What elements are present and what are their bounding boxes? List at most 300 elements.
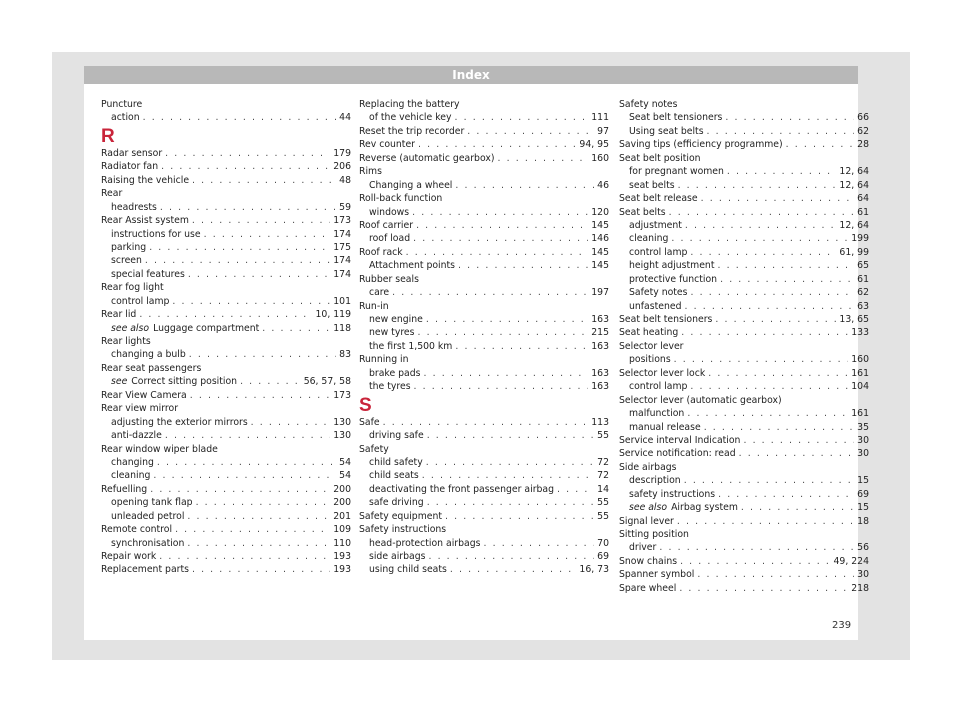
index-subentry <box>619 488 869 501</box>
index-heading: Selector lever (automatic gearbox) <box>619 394 782 406</box>
dot-leader <box>392 286 588 299</box>
dot-leader <box>412 206 588 219</box>
entry-text: Spare wheel <box>619 582 677 594</box>
entry-text: Rev counter <box>359 139 415 151</box>
dot-leader <box>467 125 594 138</box>
dot-leader <box>161 160 330 173</box>
entry-label <box>629 421 701 434</box>
index-heading: Puncture <box>101 99 143 110</box>
entry-label <box>359 152 495 165</box>
index-entry <box>101 389 351 402</box>
dot-leader <box>727 165 837 178</box>
page-reference: 146 <box>591 233 609 245</box>
entry-text: safety instructions <box>629 488 716 500</box>
page-reference: 44 <box>339 112 351 124</box>
entry-text: Rear View Camera <box>101 389 187 401</box>
entry-label <box>369 313 423 326</box>
page-reference: 69 <box>597 551 609 562</box>
dot-leader <box>679 582 848 595</box>
index-subentry <box>619 474 869 487</box>
entry-text: Safe <box>359 416 380 428</box>
index-subentry <box>101 429 351 442</box>
entry-label <box>369 550 425 563</box>
dot-leader <box>671 232 848 245</box>
index-entry <box>619 138 869 151</box>
page-reference: 118 <box>333 322 351 334</box>
page-reference: 120 <box>591 206 609 218</box>
dot-leader <box>786 138 854 151</box>
entry-text: of the vehicle key <box>369 112 452 124</box>
dot-leader <box>743 434 854 447</box>
index-subentry <box>359 179 609 192</box>
index-subentry <box>101 322 351 335</box>
index-heading: Sitting position <box>619 529 689 540</box>
entry-label <box>369 326 415 339</box>
entry-label <box>101 523 172 536</box>
entry-text: Safety notes <box>629 287 688 299</box>
entry-label <box>111 241 146 254</box>
index-entry <box>101 174 351 187</box>
entry-label <box>629 125 704 138</box>
entry-text: Radar sensor <box>101 147 163 159</box>
dot-leader <box>701 192 855 205</box>
dot-leader <box>143 111 337 124</box>
entry-text: Correct sitting position <box>131 376 238 388</box>
page-reference: 65 <box>857 260 869 272</box>
entry-text: control lamp <box>629 246 688 258</box>
dot-leader <box>454 111 588 124</box>
dot-leader <box>659 541 854 554</box>
index-subentry <box>359 111 609 124</box>
page-reference: 48 <box>339 174 351 186</box>
index-subentry <box>619 125 869 138</box>
dot-leader <box>418 138 576 151</box>
index-subentry <box>101 348 351 361</box>
index-subentry <box>101 268 351 281</box>
entry-label <box>111 537 184 550</box>
index-entry <box>359 152 609 165</box>
index-heading: Safety <box>359 443 389 455</box>
entry-text: control lamp <box>629 381 688 393</box>
entry-label <box>101 174 189 187</box>
entry-text: Raising the vehicle <box>101 174 190 186</box>
entry-text: care <box>369 287 390 299</box>
page-reference: 30 <box>857 434 869 446</box>
index-entry <box>619 367 869 380</box>
index-entry <box>101 160 351 173</box>
index-subentry <box>619 165 869 178</box>
entry-label <box>629 474 681 487</box>
dot-leader <box>741 501 854 514</box>
entry-label <box>619 447 736 460</box>
index-subentry <box>619 300 869 313</box>
entry-text: special features <box>111 268 185 280</box>
entry-text: the first 1,500 km <box>369 340 453 352</box>
index-subentry <box>101 295 351 308</box>
entry-label <box>629 353 671 366</box>
dot-leader <box>189 348 336 361</box>
entry-text: Rear Assist system <box>101 215 189 227</box>
entry-text: windows <box>369 206 410 218</box>
index-subentry <box>101 254 351 267</box>
index-entry <box>101 483 351 496</box>
index-column-3 <box>619 98 869 595</box>
index-entry <box>101 550 351 563</box>
page-reference: 16, 73 <box>579 564 609 576</box>
index-subentry <box>359 313 609 326</box>
index-entry <box>101 308 351 321</box>
page-reference: 56, 57, 58 <box>303 376 351 388</box>
page-reference: 130 <box>333 430 351 442</box>
dot-leader <box>196 496 331 509</box>
entry-text: child seats <box>369 470 419 482</box>
entry-label <box>369 483 554 496</box>
entry-text: Rear lid <box>101 309 137 321</box>
dot-leader <box>157 456 336 469</box>
dot-leader <box>725 111 854 124</box>
dot-leader <box>445 510 594 523</box>
index-subentry <box>359 429 609 442</box>
entry-label <box>629 246 687 259</box>
index-heading: Rear view mirror <box>101 403 179 415</box>
index-entry <box>101 563 351 576</box>
entry-label <box>369 340 452 353</box>
entry-text: Spanner symbol <box>619 569 695 581</box>
entry-label <box>629 286 687 299</box>
index-subentry <box>101 537 351 550</box>
dot-leader <box>690 286 854 299</box>
dot-leader <box>685 219 837 232</box>
entry-text: Airbag system <box>671 502 738 514</box>
entry-label <box>111 201 157 214</box>
index-subentry <box>619 407 869 420</box>
index-entry <box>619 582 869 595</box>
index-entry <box>359 125 609 138</box>
entry-label <box>629 380 687 393</box>
page-reference: 173 <box>333 389 351 401</box>
dot-leader <box>190 389 331 402</box>
entry-text: Seat heating <box>619 327 679 339</box>
entry-text: positions <box>629 354 671 366</box>
page-reference: 15 <box>857 475 869 487</box>
page-reference: 62 <box>857 125 869 137</box>
page-reference: 197 <box>591 287 609 299</box>
entry-label <box>111 496 193 509</box>
entry-text: screen <box>111 255 142 267</box>
entry-text: protective function <box>629 273 718 285</box>
entry-label <box>101 308 136 321</box>
index-entry <box>619 555 869 568</box>
index-entry <box>359 246 609 259</box>
index-heading: Safety instructions <box>359 524 447 536</box>
dot-leader <box>424 367 589 380</box>
entry-label <box>629 232 668 245</box>
index-subentry <box>359 537 609 550</box>
page-reference: 174 <box>333 268 351 280</box>
entry-label <box>629 111 722 124</box>
entry-text: Seat belt release <box>619 193 698 205</box>
page-reference: 174 <box>333 255 351 267</box>
entry-text: cleaning <box>111 470 151 482</box>
index-heading: Roll-back function <box>359 193 443 205</box>
dot-leader <box>165 429 330 442</box>
dot-leader <box>383 416 589 429</box>
index-subentry <box>359 286 609 299</box>
entry-label <box>369 367 421 380</box>
entry-text: new tyres <box>369 327 415 339</box>
page-reference: 12, 64 <box>839 179 869 191</box>
index-subentry <box>619 111 869 124</box>
entry-label <box>369 496 424 509</box>
entry-label <box>619 582 676 595</box>
page-reference: 30 <box>857 569 869 581</box>
entry-text: seat belts <box>629 179 675 191</box>
page-reference: 145 <box>591 219 609 231</box>
dot-leader <box>681 326 848 339</box>
index-entry <box>619 515 869 528</box>
page-reference: 201 <box>333 510 351 522</box>
entry-text: cleaning <box>629 233 669 245</box>
page-reference: 13, 65 <box>839 314 869 325</box>
index-heading: Side airbags <box>619 461 677 473</box>
page-reference: 61 <box>857 206 869 218</box>
index-subentry <box>359 367 609 380</box>
page-reference: 61 <box>857 273 869 285</box>
index-subentry <box>101 241 351 254</box>
entry-label <box>369 469 419 482</box>
page-reference: 199 <box>851 233 869 245</box>
entry-label <box>101 160 158 173</box>
index-entry <box>619 568 869 581</box>
page-reference: 55 <box>597 510 609 522</box>
see-reference: see also <box>111 322 150 334</box>
index-subentry <box>619 380 869 393</box>
entry-text: Reset the trip recorder <box>359 125 465 137</box>
entry-text: for pregnant women <box>629 166 724 178</box>
entry-label <box>619 326 678 339</box>
page-reference: 200 <box>333 497 351 509</box>
page-reference: 145 <box>591 246 609 258</box>
page-reference: 113 <box>591 416 609 428</box>
index-column-1 <box>101 98 351 577</box>
entry-label <box>629 259 714 272</box>
dot-leader <box>188 268 330 281</box>
page-reference: 15 <box>857 502 869 514</box>
entry-label <box>369 206 409 219</box>
index-subentry <box>101 469 351 482</box>
entry-label <box>619 206 666 219</box>
entry-label <box>629 541 656 554</box>
dot-leader <box>192 174 336 187</box>
entry-text: unleaded petrol <box>111 510 185 522</box>
dot-leader <box>684 474 854 487</box>
entry-label <box>369 179 452 192</box>
entry-label <box>111 429 162 442</box>
page-reference: 110 <box>333 537 351 549</box>
page-reference: 64 <box>857 193 869 205</box>
entry-label <box>101 389 187 402</box>
dot-leader <box>422 469 594 482</box>
index-entry <box>101 147 351 160</box>
page-reference: 46 <box>597 179 609 191</box>
index-subentry <box>619 179 869 192</box>
page-reference: 55 <box>597 430 609 442</box>
entry-text: using child seats <box>369 564 447 576</box>
entry-text: Roof rack <box>359 246 403 258</box>
entry-label <box>369 456 423 469</box>
entry-text: Roof carrier <box>359 219 414 231</box>
entry-label <box>629 300 681 313</box>
page-reference: 218 <box>851 582 869 594</box>
index-entry <box>619 447 869 460</box>
index-entry <box>619 313 869 326</box>
entry-text: Snow chains <box>619 555 678 567</box>
entry-text: Remote control <box>101 524 173 536</box>
entry-label <box>629 165 724 178</box>
dot-leader <box>557 483 594 496</box>
page-reference: 101 <box>333 295 351 307</box>
dot-leader <box>450 563 577 576</box>
dot-leader <box>426 313 588 326</box>
entry-label <box>619 313 712 326</box>
page-reference: 163 <box>591 340 609 352</box>
index-subentry <box>619 541 869 554</box>
entry-text: instructions for use <box>111 228 201 240</box>
dot-leader <box>187 537 330 550</box>
entry-label <box>619 434 740 447</box>
dot-leader <box>187 510 330 523</box>
entry-text: adjusting the exterior mirrors <box>111 416 248 428</box>
dot-leader <box>240 375 301 388</box>
page-reference: 49, 224 <box>833 555 869 567</box>
page-reference: 30 <box>857 448 869 460</box>
entry-text: Seat belt tensioners <box>629 112 723 124</box>
page-reference: 14 <box>597 483 609 495</box>
dot-leader <box>251 416 331 429</box>
index-subentry <box>101 416 351 429</box>
entry-text: brake pads <box>369 367 421 379</box>
entry-label <box>111 322 259 335</box>
entry-label <box>369 259 455 272</box>
entry-text: the tyres <box>369 381 411 393</box>
entry-text: parking <box>111 241 147 253</box>
entry-label <box>111 295 169 308</box>
page-reference: 83 <box>339 349 351 361</box>
index-heading: Rubber seals <box>359 273 419 285</box>
page-reference: 12, 64 <box>839 166 869 178</box>
index-subentry <box>359 550 609 563</box>
dot-leader <box>717 259 854 272</box>
index-subentry <box>101 456 351 469</box>
dot-leader <box>669 206 855 219</box>
entry-text: Selector lever lock <box>619 367 706 379</box>
entry-text: Luggage compartment <box>153 322 260 334</box>
page-reference: 72 <box>597 456 609 468</box>
entry-label <box>101 483 147 496</box>
page-reference: 161 <box>851 408 869 420</box>
see-reference: see also <box>629 502 668 514</box>
dot-leader <box>139 308 312 321</box>
entry-label <box>111 348 186 361</box>
entry-label <box>359 246 403 259</box>
entry-text: new engine <box>369 314 423 325</box>
entry-label <box>111 456 154 469</box>
page-reference: 130 <box>333 416 351 428</box>
page-reference: 63 <box>857 300 869 312</box>
entry-text: changing <box>111 456 154 468</box>
section-letter: R <box>101 125 115 147</box>
page-reference: 193 <box>333 551 351 562</box>
index-subentry <box>101 228 351 241</box>
dot-leader <box>175 523 330 536</box>
dot-leader <box>427 496 594 509</box>
entry-label <box>111 228 201 241</box>
entry-text: Service notification: read <box>619 448 736 460</box>
index-entry <box>619 206 869 219</box>
entry-text: head-protection airbags <box>369 537 481 549</box>
page-reference: 163 <box>591 314 609 325</box>
entry-label <box>359 138 415 151</box>
page-reference: 66 <box>857 112 869 124</box>
dot-leader <box>707 125 855 138</box>
index-entry <box>619 434 869 447</box>
index-subentry <box>101 201 351 214</box>
entry-label <box>629 273 717 286</box>
index-subentry <box>359 456 609 469</box>
dot-leader <box>455 179 594 192</box>
dot-leader <box>413 232 588 245</box>
index-subentry <box>619 219 869 232</box>
entry-text: Replacement parts <box>101 564 189 576</box>
entry-label <box>111 111 140 124</box>
entry-text: Using seat belts <box>629 125 704 137</box>
entry-text: Saving tips (efficiency programme) <box>619 139 783 151</box>
page-reference: 62 <box>857 287 869 299</box>
dot-leader <box>715 313 836 326</box>
entry-label <box>111 510 184 523</box>
index-subentry <box>101 510 351 523</box>
entry-text: deactivating the front passenger airbag <box>369 483 555 495</box>
index-subentry <box>101 111 351 124</box>
entry-label <box>359 219 413 232</box>
index-subentry <box>619 286 869 299</box>
page-reference: 10, 119 <box>315 309 351 321</box>
index-subentry <box>359 469 609 482</box>
entry-label <box>101 563 189 576</box>
entry-text: control lamp <box>111 295 170 307</box>
entry-text: Repair work <box>101 551 157 562</box>
index-heading: Rear <box>101 188 123 200</box>
page-reference: 206 <box>333 161 351 173</box>
entry-label <box>629 407 684 420</box>
page-reference: 54 <box>339 456 351 468</box>
index-entry <box>101 214 351 227</box>
index-entry <box>359 138 609 151</box>
index-subentry <box>619 273 869 286</box>
page-reference: 160 <box>591 152 609 164</box>
entry-text: Reverse (automatic gearbox) <box>359 152 495 164</box>
entry-text: Attachment points <box>369 260 456 272</box>
entry-label <box>111 416 248 429</box>
index-subentry <box>359 206 609 219</box>
entry-text: action <box>111 112 140 124</box>
dot-leader <box>192 214 330 227</box>
index-entry <box>359 219 609 232</box>
page-reference: 55 <box>597 497 609 509</box>
index-entry <box>359 510 609 523</box>
entry-label <box>619 515 674 528</box>
index-subentry <box>359 563 609 576</box>
